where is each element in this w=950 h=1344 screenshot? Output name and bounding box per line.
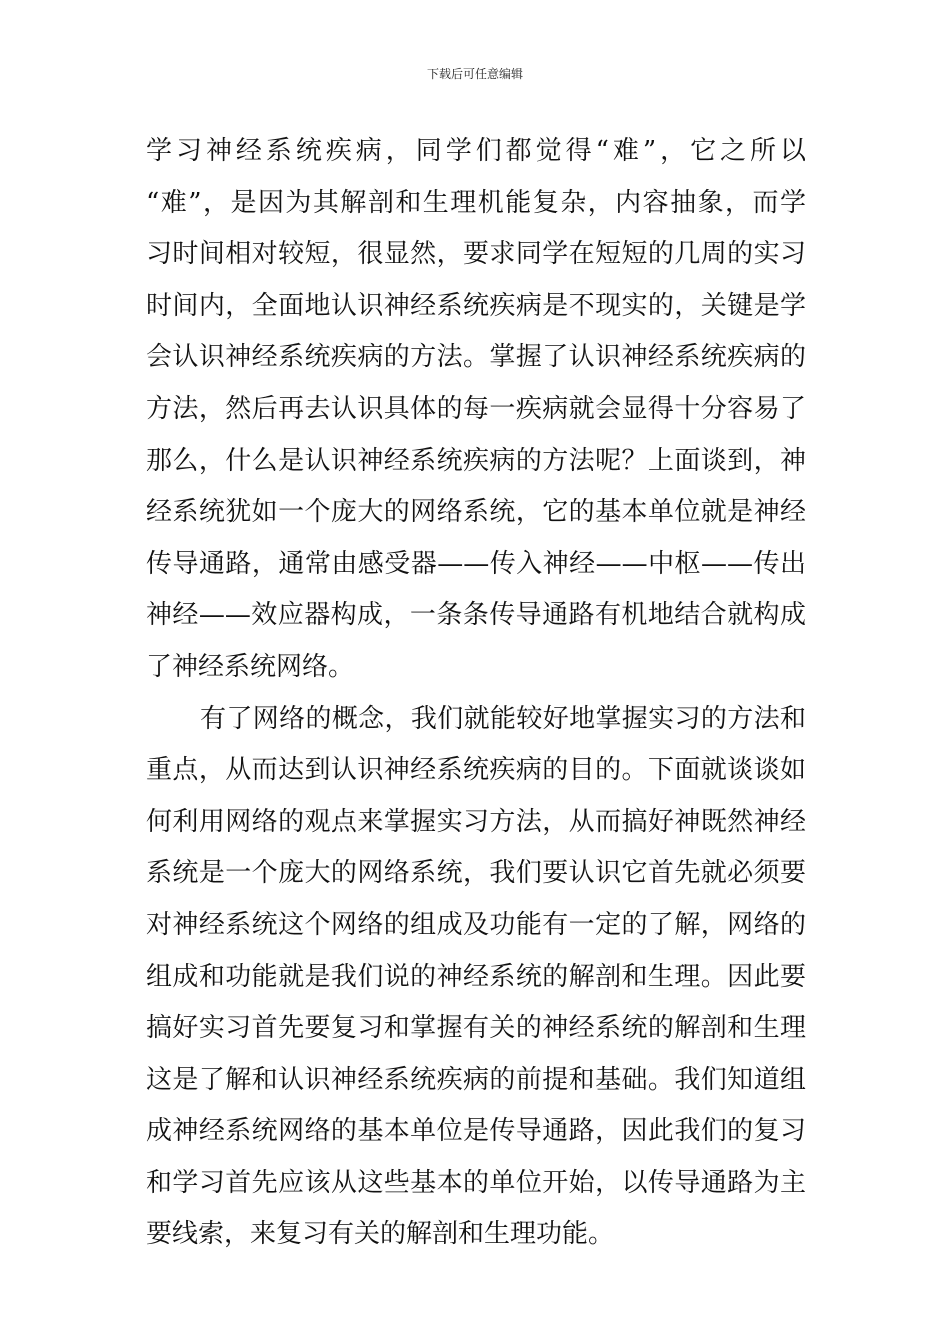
text-line: 成神经系统网络的基本单位是传导通路，因此我们的复习 xyxy=(146,1116,806,1147)
text-line: “难”，是因为其解剖和生理机能复杂，内容抽象，而学 xyxy=(146,187,806,218)
text-line: 组成和功能就是我们说的神经系统的解剖和生理。因此要 xyxy=(146,961,806,992)
text-line: 学习神经系统疾病，同学们都觉得“难”，它之所以 xyxy=(146,136,806,166)
text-line: 搞好实习首先要复习和掌握有关的神经系统的解剖和生理 xyxy=(146,1013,806,1044)
text-line: 和学习首先应该从这些基本的单位开始，以传导通路为主 xyxy=(146,1167,806,1198)
text-line: 这是了解和认识神经系统疾病的前提和基础。我们知道组 xyxy=(146,1064,806,1095)
text-line: 经系统犹如一个庞大的网络系统，它的基本单位就是神经 xyxy=(146,497,806,528)
text-line: 会认识神经系统疾病的方法。掌握了认识神经系统疾病的 xyxy=(146,342,806,373)
text-line: 那么，什么是认识神经系统疾病的方法呢？上面谈到，神 xyxy=(146,445,806,476)
text-line: 传导通路，通常由感受器——传入神经——中枢——传出 xyxy=(146,548,806,579)
text-line: 对神经系统这个网络的组成及功能有一定的了解，网络的 xyxy=(146,909,806,940)
page-header-note: 下载后可任意编辑 xyxy=(426,67,523,81)
text-line: 有了网络的概念，我们就能较好地掌握实习的方法和 xyxy=(200,703,806,734)
text-line: 重点，从而达到认识神经系统疾病的目的。下面就谈谈如 xyxy=(146,755,806,786)
text-line: 了神经系统网络。 xyxy=(146,651,355,682)
document-body xyxy=(146,126,806,1261)
text-line: 习时间相对较短，很显然，要求同学在短短的几周的实习 xyxy=(146,239,806,270)
text-line: 何利用网络的观点来掌握实习方法，从而搞好神既然神经 xyxy=(146,806,806,837)
text-line: 时间内，全面地认识神经系统疾病是不现实的，关键是学 xyxy=(146,290,806,321)
text-line: 神经——效应器构成，一条条传导通路有机地结合就构成 xyxy=(146,600,806,631)
text-line: 要线索，来复习有关的解剖和生理功能。 xyxy=(146,1219,615,1250)
text-line: 方法，然后再去认识具体的每一疾病就会显得十分容易了 xyxy=(146,393,806,424)
text-line: 系统是一个庞大的网络系统，我们要认识它首先就必须要 xyxy=(146,858,806,889)
